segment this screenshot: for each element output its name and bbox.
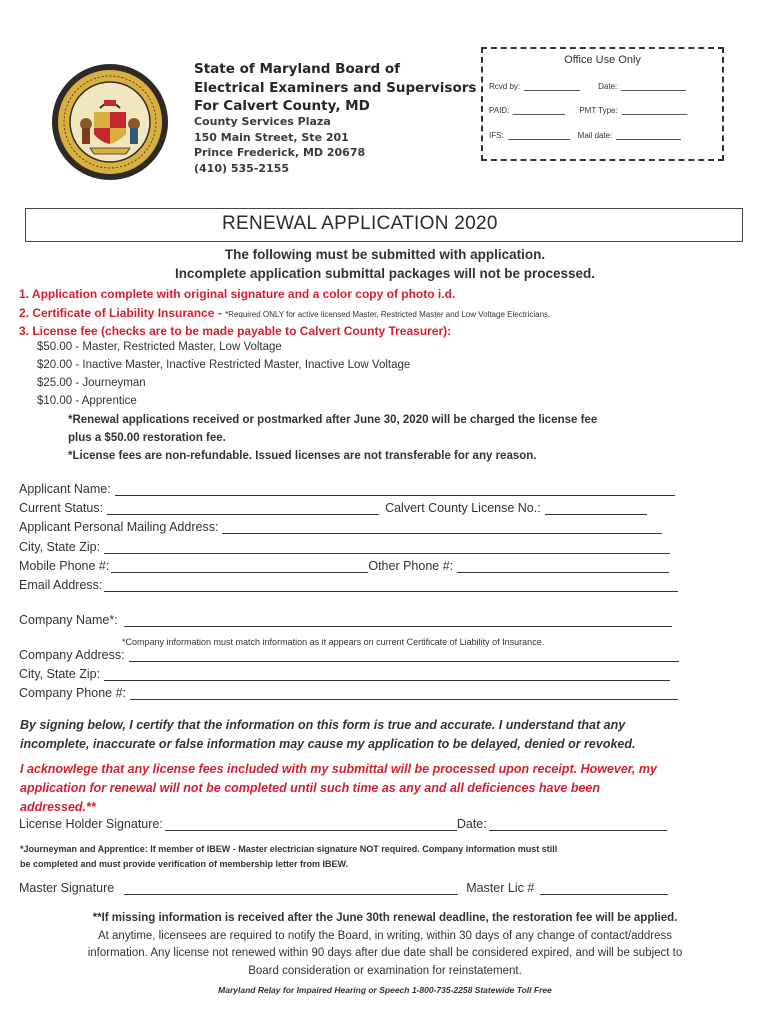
instruction-line-1: The following must be submitted with application. xyxy=(224,247,546,262)
fee-list xyxy=(37,338,410,410)
company-phone-label: Company Phone #: xyxy=(19,686,127,700)
email-input[interactable] xyxy=(104,577,678,592)
board-line-1: State of Maryland Board of xyxy=(194,61,401,77)
certification-statement xyxy=(20,716,635,754)
master-signature-label: Master Signature xyxy=(19,881,115,895)
journeyman-note xyxy=(20,842,557,872)
final-line-4: Board consideration or examination for reinstatement. xyxy=(248,964,522,977)
journeyman-line-2: be completed and must provide verification of membership letter from IBEW. xyxy=(20,859,349,869)
office-row-rcvd xyxy=(489,82,716,91)
email-label: Email Address: xyxy=(19,578,103,592)
master-lic-input[interactable] xyxy=(540,880,668,895)
mail-date-line[interactable] xyxy=(616,131,681,140)
holder-signature-input[interactable] xyxy=(165,816,457,831)
company-address-input[interactable] xyxy=(129,647,679,662)
mobile-phone-label: Mobile Phone #: xyxy=(19,559,110,573)
applicant-name-label: Applicant Name: xyxy=(19,482,111,496)
acknowledgement-statement xyxy=(20,760,657,817)
company-address-row xyxy=(19,647,679,662)
company-name-input[interactable] xyxy=(124,612,672,627)
final-line-3: information. Any license not renewed within 90 days after due date shall be considered expired, and will be subject to xyxy=(87,947,683,959)
office-date-line[interactable] xyxy=(621,82,686,91)
relay-footer: Maryland Relay for Impaired Hearing or Speech 1-800-735-2258 Statewide Toll Free xyxy=(218,985,552,995)
license-no-label: Calvert County License No.: xyxy=(385,501,541,515)
ack-line-2: application for renewal will not be completed until such time as any and all deficiences have been xyxy=(20,781,601,795)
current-status-input[interactable] xyxy=(107,500,379,515)
address-line-4: (410) 535-2155 xyxy=(194,161,289,175)
other-phone-input[interactable] xyxy=(457,558,669,573)
requirement-2-label: 2. Certificate of Liability Insurance - xyxy=(19,306,222,320)
address-line-2: 150 Main Street, Ste 201 xyxy=(194,130,349,144)
requirement-3: 3. License fee (checks are to be made payable to Calvert County Treasurer): xyxy=(19,324,452,338)
applicant-name-row xyxy=(19,481,675,496)
other-phone-label: Other Phone #: xyxy=(368,559,454,573)
renewal-deadline-notice xyxy=(0,910,770,980)
board-line-3: For Calvert County, MD xyxy=(194,98,370,114)
note-line-3: *License fees are non-refundable. Issued licenses are not transferable for any reason. xyxy=(68,450,537,462)
signature-date-label: Date: xyxy=(456,817,487,831)
license-no-input[interactable] xyxy=(545,500,647,515)
rcvd-line[interactable] xyxy=(524,82,580,91)
paid-line[interactable] xyxy=(513,106,565,115)
holder-signature-label: License Holder Signature: xyxy=(19,817,163,831)
address-line-3: Prince Frederick, MD 20678 xyxy=(194,146,366,159)
requirement-1: 1. Application complete with original signature and a color copy of photo i.d. xyxy=(19,287,456,301)
fee-item: $10.00 - Apprentice xyxy=(37,395,137,407)
board-heading xyxy=(194,60,476,116)
office-row-ifs xyxy=(489,131,716,140)
ifs-label: IFS: xyxy=(489,131,504,140)
office-date-label: Date: xyxy=(598,82,618,91)
signature-date-input[interactable] xyxy=(489,816,667,831)
fee-item: $50.00 - Master, Restricted Master, Low Voltage xyxy=(37,341,282,353)
fee-item: $25.00 - Journeyman xyxy=(37,377,146,389)
mail-date-label: Mail date: xyxy=(577,131,613,140)
office-use-box xyxy=(481,47,724,161)
company-name-label: Company Name*: xyxy=(19,613,118,627)
paid-label: PAID: xyxy=(489,106,510,115)
certify-line-1: By signing below, I certify that the information on this form is true and accurate. I understand that any xyxy=(20,718,626,732)
page-title: RENEWAL APPLICATION 2020 xyxy=(222,213,498,234)
pmt-type-label: PMT Type: xyxy=(579,106,618,115)
address-line-1: County Services Plaza xyxy=(194,115,331,128)
mobile-phone-input[interactable] xyxy=(111,558,368,573)
master-signature-input[interactable] xyxy=(124,880,458,895)
company-phone-input[interactable] xyxy=(130,685,678,700)
ack-line-1: I acknowlege that any license fees included with my submittal will be processed upon receipt. However, my xyxy=(20,762,657,776)
journeyman-line-1: *Journeyman and Apprentice: If member of IBEW - Master electrician signature NOT required. Company information must still xyxy=(20,844,558,854)
pmt-type-line[interactable] xyxy=(622,106,687,115)
maryland-seal-icon xyxy=(50,62,170,182)
note-line-2: plus a $50.00 restoration fee. xyxy=(68,432,226,444)
company-info-note: *Company information must match information as it appears on current Certificate of Liability of Insurance. xyxy=(122,637,545,647)
company-name-row xyxy=(19,612,672,627)
mailing-address-row xyxy=(19,519,662,534)
submission-instructions xyxy=(0,245,770,283)
company-city-label: City, State Zip: xyxy=(19,667,101,681)
certify-line-2: incomplete, inaccurate or false information may cause my application to be delayed, denied or revoked. xyxy=(20,737,636,751)
master-signature-row xyxy=(19,880,668,895)
board-address xyxy=(194,114,365,176)
final-line-1: **If missing information is received after the June 30th renewal deadline, the restoration fee will be applied. xyxy=(92,912,678,924)
rcvd-label: Rcvd by: xyxy=(489,82,521,91)
board-line-2: Electrical Examiners and Supervisors xyxy=(194,79,477,96)
current-status-label: Current Status: xyxy=(19,501,104,515)
requirement-2-note: *Required ONLY for active licensed Master, Restricted Master and Low Voltage Electricians. xyxy=(225,310,551,319)
phone-row xyxy=(19,558,669,573)
note-line-1: *Renewal applications received or postmarked after June 30, 2020 will be charged the license fee xyxy=(68,414,598,426)
email-row xyxy=(19,577,678,592)
company-phone-row xyxy=(19,685,678,700)
mailing-address-label: Applicant Personal Mailing Address: xyxy=(19,520,219,534)
holder-signature-row xyxy=(19,816,667,831)
city-state-zip-row xyxy=(19,539,670,554)
ifs-line[interactable] xyxy=(508,131,570,140)
company-address-label: Company Address: xyxy=(19,648,125,662)
office-use-title: Office Use Only xyxy=(564,54,641,66)
fee-item: $20.00 - Inactive Master, Inactive Restricted Master, Inactive Low Voltage xyxy=(37,359,411,371)
master-lic-label: Master Lic # xyxy=(466,881,535,895)
applicant-name-input[interactable] xyxy=(115,481,675,496)
city-state-zip-label: City, State Zip: xyxy=(19,540,101,554)
final-line-2: At anytime, licensees are required to notify the Board, in writing, within 30 days of any change of contact/address xyxy=(97,929,673,942)
city-state-zip-input[interactable] xyxy=(104,539,670,554)
office-row-paid xyxy=(489,106,716,115)
ack-line-3: addressed.** xyxy=(20,800,96,814)
company-city-input[interactable] xyxy=(104,666,670,681)
current-status-row xyxy=(19,500,647,515)
fee-notes xyxy=(68,411,597,465)
company-city-row xyxy=(19,666,670,681)
instruction-line-2: Incomplete application submittal packages will not be processed. xyxy=(174,266,596,281)
mailing-address-input[interactable] xyxy=(222,519,662,534)
requirement-2 xyxy=(19,306,550,320)
